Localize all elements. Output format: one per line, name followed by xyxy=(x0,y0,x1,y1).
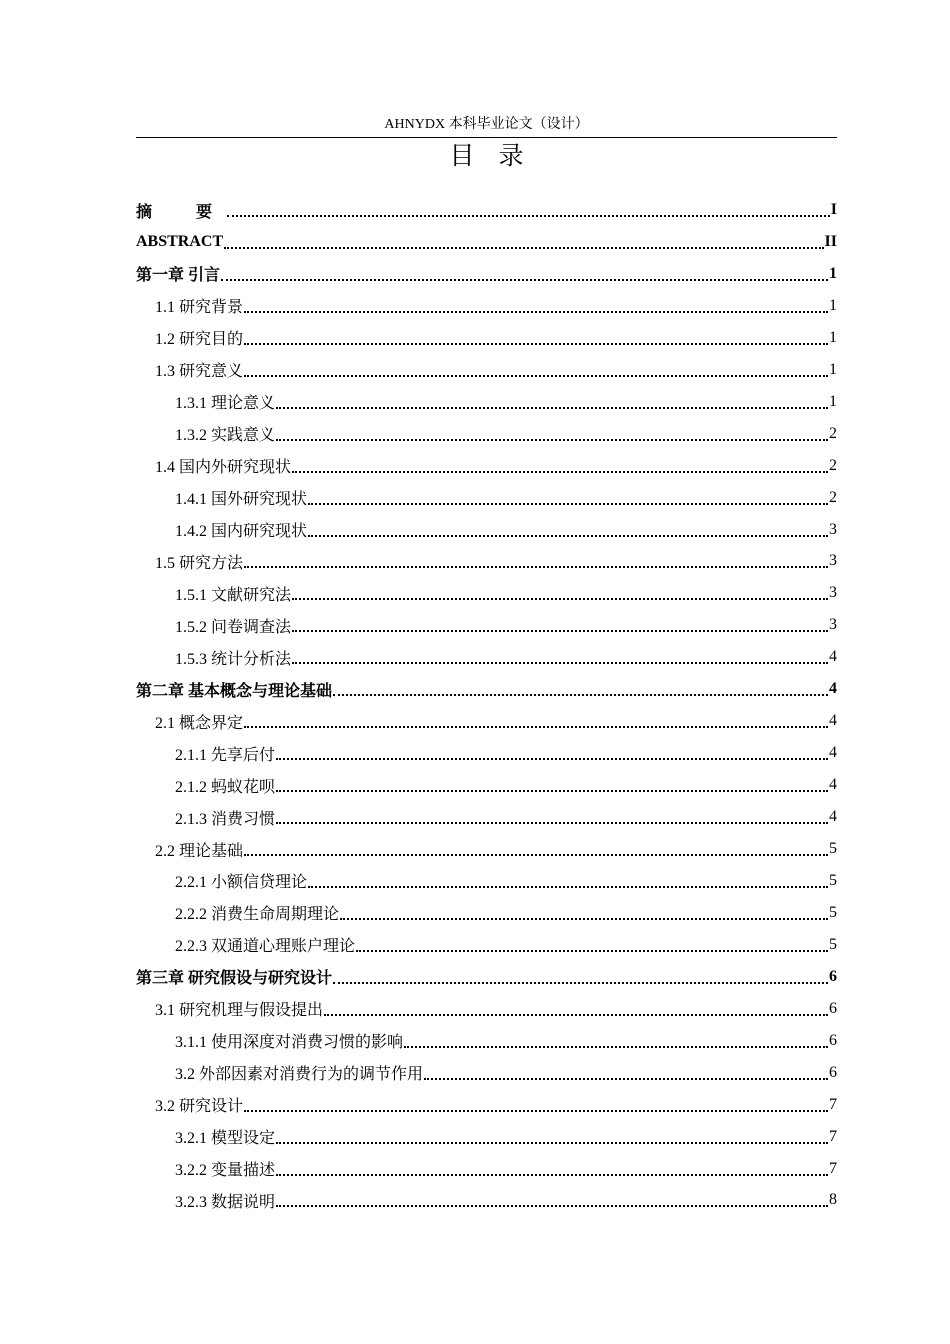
toc-entry-page-number: 4 xyxy=(829,680,837,698)
dot-leader xyxy=(244,726,828,728)
toc-entry[interactable] xyxy=(136,450,837,482)
dot-leader xyxy=(224,247,823,249)
toc-entry-label: 2.2.1 小额信贷理论 xyxy=(175,874,308,892)
toc-entry[interactable] xyxy=(136,1057,837,1089)
dot-leader xyxy=(276,822,828,824)
toc-entry-page-number: 1 xyxy=(829,392,837,410)
toc-entry[interactable] xyxy=(136,1184,837,1216)
dot-leader xyxy=(292,598,828,600)
toc-entry[interactable] xyxy=(136,194,837,226)
toc-entry[interactable] xyxy=(136,545,837,577)
toc-entry-page-number: 4 xyxy=(829,808,837,826)
header-rule xyxy=(136,137,837,138)
toc-entry[interactable] xyxy=(136,801,837,833)
toc-entry[interactable] xyxy=(136,1153,837,1185)
toc-entry-label: 1.4.1 国外研究现状 xyxy=(175,491,308,509)
toc-entry-page-number: 3 xyxy=(829,552,837,570)
toc-entry-page-number: I xyxy=(830,201,837,218)
toc-entry[interactable] xyxy=(136,1089,837,1121)
toc-entry-page-number: 2 xyxy=(829,456,837,474)
toc-entry-page-number: 1 xyxy=(829,296,837,314)
dot-leader xyxy=(404,1046,828,1048)
toc-entry-page-number: 6 xyxy=(829,999,837,1017)
toc-entry-label: 2.1 概念界定 xyxy=(155,714,244,732)
dot-leader xyxy=(276,1142,828,1144)
toc-entry[interactable] xyxy=(136,354,837,386)
toc-entry-page-number: 1 xyxy=(829,264,837,282)
toc-entry[interactable] xyxy=(136,897,837,929)
toc-entry[interactable] xyxy=(136,577,837,609)
toc-entry-page-number: 7 xyxy=(829,1159,837,1177)
toc-entry-page-number: 1 xyxy=(829,360,837,378)
toc-entry[interactable] xyxy=(136,290,837,322)
dot-leader xyxy=(244,566,828,568)
toc-entry[interactable] xyxy=(136,705,837,737)
toc-entry-label: 1.5 研究方法 xyxy=(155,554,244,572)
toc-entry-label: 2.1.1 先享后付 xyxy=(175,746,276,764)
toc-entry[interactable] xyxy=(136,1121,837,1153)
dot-leader xyxy=(227,215,830,217)
toc-entry-page-number: 1 xyxy=(829,328,837,346)
toc-entry-label: 2.1.3 消费习惯 xyxy=(175,810,276,828)
dot-leader xyxy=(276,758,828,760)
toc-entry-label: 2.2.2 消费生命周期理论 xyxy=(175,906,340,924)
toc-entry-label: 1.1 研究背景 xyxy=(155,299,244,317)
dot-leader xyxy=(244,375,828,377)
toc-entry-page-number: 6 xyxy=(829,1063,837,1081)
toc-entry-label: 3.2.3 数据说明 xyxy=(175,1193,276,1211)
toc-entry-page-number: 2 xyxy=(829,424,837,442)
toc-entry[interactable] xyxy=(136,769,837,801)
toc-entry-label: 2.1.2 蚂蚁花呗 xyxy=(175,778,276,796)
toc-title: 目录 xyxy=(449,143,548,170)
dot-leader xyxy=(276,790,828,792)
toc-entry-page-number: 5 xyxy=(829,840,837,857)
dot-leader xyxy=(424,1078,828,1080)
toc-entry-label: 2.2.3 双通道心理账户理论 xyxy=(175,938,356,956)
dot-leader xyxy=(276,1205,828,1207)
toc-entry-page-number: 4 xyxy=(829,648,837,666)
toc-entry-page-number: 6 xyxy=(829,967,837,985)
dot-leader xyxy=(244,343,828,345)
toc-entry-label: 3.1 研究机理与假设提出 xyxy=(155,1002,324,1020)
toc-entry[interactable] xyxy=(136,609,837,641)
toc-entry[interactable] xyxy=(136,929,837,961)
dot-leader xyxy=(308,535,828,537)
dot-leader xyxy=(308,886,828,888)
dot-leader xyxy=(333,982,828,984)
toc-entry-page-number: 5 xyxy=(829,871,837,889)
dot-leader xyxy=(356,950,828,952)
toc-entry[interactable] xyxy=(136,833,837,865)
toc-entry[interactable] xyxy=(136,226,837,258)
running-header: AHNYDX 本科毕业论文（设计） xyxy=(384,117,589,132)
toc-entry[interactable] xyxy=(136,418,837,450)
toc-entry-label: 3.2 研究设计 xyxy=(155,1098,244,1116)
dot-leader xyxy=(276,407,828,409)
dot-leader xyxy=(333,694,828,696)
toc-entry-label: 3.2 外部因素对消费行为的调节作用 xyxy=(175,1066,424,1084)
toc-entry-label: 1.4 国内外研究现状 xyxy=(155,459,292,477)
dot-leader xyxy=(292,471,828,473)
toc-entry-page-number: 3 xyxy=(829,584,837,602)
dot-leader xyxy=(244,854,828,856)
dot-leader xyxy=(340,918,828,920)
toc-entry[interactable] xyxy=(136,514,837,546)
toc-entry-page-number: 5 xyxy=(829,903,837,921)
toc-entry[interactable] xyxy=(136,482,837,514)
toc-entry-label: 第三章 研究假设与研究设计 xyxy=(136,970,333,988)
toc-entry-page-number: 7 xyxy=(829,1095,837,1113)
toc-entry-label: ABSTRACT xyxy=(136,232,224,250)
dot-leader xyxy=(292,662,828,664)
toc-entry-page-number: 8 xyxy=(829,1191,837,1209)
toc-entry-page-number: 3 xyxy=(829,616,837,634)
toc-entry[interactable] xyxy=(136,673,837,705)
toc-entry-label: 1.3.2 实践意义 xyxy=(175,427,276,445)
toc-entry-label: 第一章 引言 xyxy=(136,267,221,285)
toc-entry-label: 3.2.1 模型设定 xyxy=(175,1130,276,1148)
toc-entry-label: 3.1.1 使用深度对消费习惯的影响 xyxy=(175,1034,404,1052)
toc-entry-page-number: 3 xyxy=(829,520,837,538)
toc-entry-label: 1.5.3 统计分析法 xyxy=(175,650,292,668)
toc-entry[interactable] xyxy=(136,386,837,418)
toc-entry-page-number: 4 xyxy=(829,776,837,794)
toc-entry-label: 1.5.1 文献研究法 xyxy=(175,586,292,604)
toc-entry[interactable] xyxy=(136,993,837,1025)
toc-entry-label: 1.3 研究意义 xyxy=(155,363,244,381)
toc-entry-label: 1.5.2 问卷调查法 xyxy=(175,618,292,636)
toc-entry-label: 1.2 研究目的 xyxy=(155,331,244,349)
toc-entry-label: 1.4.2 国内研究现状 xyxy=(175,523,308,540)
toc-entry[interactable] xyxy=(136,641,837,673)
dot-leader xyxy=(244,1110,828,1112)
toc-entry[interactable] xyxy=(136,961,837,993)
dot-leader xyxy=(276,439,828,441)
toc-entry-page-number: II xyxy=(824,232,837,250)
toc-entry-page-number: 5 xyxy=(829,935,837,953)
toc-entry-label: 2.2 理论基础 xyxy=(155,842,244,860)
toc-entry-page-number: 7 xyxy=(829,1127,837,1145)
toc-entry[interactable] xyxy=(136,737,837,769)
toc-entry[interactable] xyxy=(136,865,837,897)
toc-entry-page-number: 2 xyxy=(829,488,837,506)
toc-entry-label: 第二章 基本概念与理论基础 xyxy=(136,682,333,700)
toc-entry-page-number: 4 xyxy=(829,744,837,762)
dot-leader xyxy=(244,311,828,313)
dot-leader xyxy=(221,279,828,281)
toc-entry-label: 3.2.2 变量描述 xyxy=(175,1162,276,1179)
toc-entry-page-number: 4 xyxy=(829,712,837,730)
toc-entry-page-number: 6 xyxy=(829,1031,837,1049)
toc-entry-label: 1.3.1 理论意义 xyxy=(175,395,276,413)
dot-leader xyxy=(276,1174,828,1176)
toc-entry[interactable] xyxy=(136,322,837,354)
toc-entry[interactable] xyxy=(136,258,837,290)
toc-entry-label: 摘 要 xyxy=(136,203,227,221)
dot-leader xyxy=(292,630,828,632)
dot-leader xyxy=(308,503,828,505)
toc-entry[interactable] xyxy=(136,1025,837,1057)
dot-leader xyxy=(324,1014,828,1016)
